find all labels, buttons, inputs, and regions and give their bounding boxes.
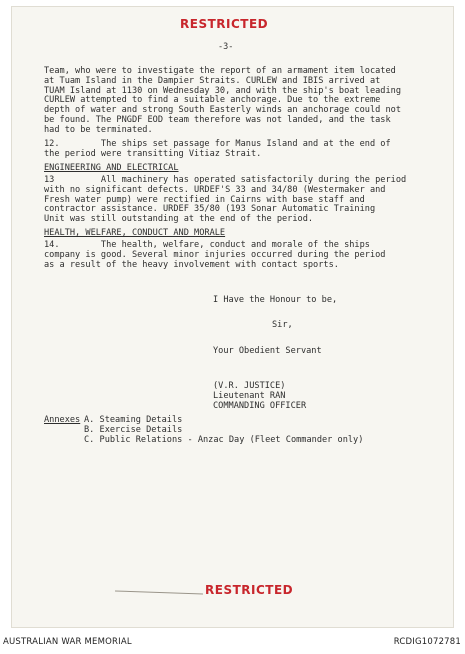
closing-obedient-servant: Your Obedient Servant xyxy=(213,346,322,356)
paragraph-12: 12. The ships set passage for Manus Island and at the end of the period were transitting Vitiaz Strait. xyxy=(44,139,391,159)
classification-stamp-bottom: RESTRICTED xyxy=(205,583,294,597)
footer-institution: AUSTRALIAN WAR MEMORIAL xyxy=(3,637,132,647)
annexes-label: Annexes xyxy=(44,415,81,425)
paragraph-14: 14. The health, welfare, conduct and morale of the ships company is good. Several minor injuries occurred during the period as a result of the heavy involvement with contact sports. xyxy=(44,240,386,270)
classification-stamp-top: RESTRICTED xyxy=(180,17,269,31)
paragraph-13: 13 All machinery has operated satisfactorily during the period with no significant defects. URDEF'S 33 and 34/80 (Westermaker and Fresh water pump) were rectified in Cairns with base staff and contractor assistance. URDEF 35/80 (193 Sonar Automatic Training Unit was still outstanding at the end of the period. xyxy=(44,175,407,225)
annexes-list: A. Steaming Details B. Exercise Details C. Public Relations - Anzac Day (Fleet Commander only) xyxy=(84,415,364,445)
closing-sir: Sir, xyxy=(272,320,293,330)
signatory-name: (V.R. JUSTICE) xyxy=(213,381,286,391)
paragraph-tuam-island: Team, who were to investigate the report of an armament item located at Tuam Island in the Dampier Straits. CURLEW and IBIS arrived at TUAM Island at 1130 on Wednesday 30, and with the ship's boat leading CURLEW attempted to find a suitable anchorage. Due to the extreme depth of water and strong South Easterly winds an anchorage could not be found. The PNGDF EOD team therefore was not landed, and the task had to be terminated. xyxy=(44,66,401,135)
footer-record-id: RCDIG1072781 xyxy=(393,637,461,647)
heading-health-welfare: HEALTH, WELFARE, CONDUCT AND MORALE xyxy=(44,228,226,238)
signatory-rank: Lieutenant RAN xyxy=(213,391,286,401)
heading-engineering-electrical: ENGINEERING AND ELECTRICAL xyxy=(44,163,179,173)
closing-honour: I Have the Honour to be, xyxy=(213,295,338,305)
page-number: -3- xyxy=(218,42,234,52)
signatory-role: COMMANDING OFFICER xyxy=(213,401,307,411)
